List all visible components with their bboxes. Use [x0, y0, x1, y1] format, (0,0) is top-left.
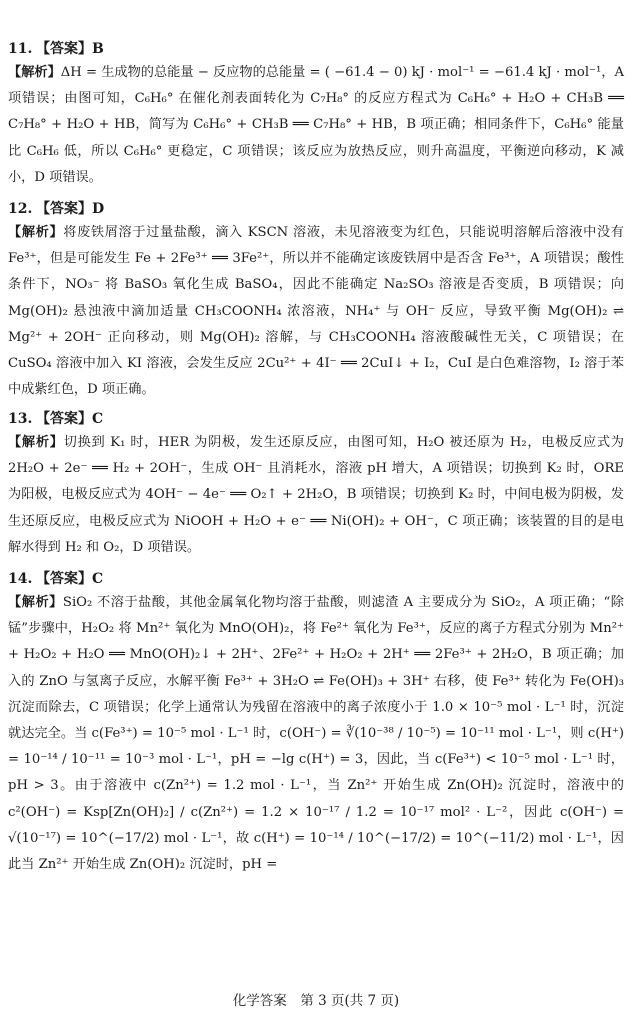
analysis-text: 切换到 K₁ 时，HER 为阴极，发生还原反应，由图可知，H₂O 被还原为 H₂，电极反应式为 2H₂O + 2e⁻ ══ H₂ + 2OH⁻，生成 OH⁻ 且消耗水，溶液 pH 增大，A 项错误；切换到 K₂ 时，ORE 为阳极，电极反应式为 4OH⁻ − 4e⁻ ══ O₂↑ + 2H₂O，B 项错误；切换到 K₂ 时，中间电极为阴极，发生还原反应，电极反应式为 NiOOH + H₂O + e⁻ ══ Ni(OH)₂ + OH⁻，C 项正确；该装置的目的是电解水得到 H₂ 和 O₂，D 项错误。 [8, 435, 624, 555]
answer-tag: 【答案】 [36, 41, 92, 57]
question-header [8, 38, 624, 60]
analysis-paragraph [8, 220, 624, 403]
page-footer: 化学答案 第 3 页(共 7 页) [232, 993, 400, 1009]
analysis-paragraph [8, 430, 624, 561]
answer-item-13 [8, 408, 624, 561]
analysis-tag: 【解析】 [8, 65, 61, 80]
analysis-tag: 【解析】 [8, 595, 63, 610]
analysis-text: ΔH = 生成物的总能量 − 反应物的总能量 = ( −61.4 − 0) kJ · mol⁻¹ = −61.4 kJ · mol⁻¹，A 项错误；由图可知，C₆H₆° 在催化剂表面转化为 C₇H₈° 的反应方程式为 C₆H₆° + H₂O + CH₃B ══ C₇H₈° + H₂O + HB，简写为 C₆H₆° + CH₃B ══ C₇H₈° + HB，B 项正确；相同条件下，C₆H₆° 能量比 C₆H₆ 低，所以 C₆H₆° 更稳定，C 项错误；该反应为放热反应，则升高温度，平衡逆向移动，K 减小，D 项错误。 [8, 65, 624, 185]
question-number: 12. [8, 201, 33, 217]
analysis-tag: 【解析】 [8, 225, 64, 240]
answer-item-11 [8, 38, 624, 191]
question-number: 14. [8, 571, 33, 587]
question-header [8, 408, 624, 430]
question-header [8, 568, 624, 590]
question-number: 13. [8, 411, 33, 427]
answer-tag: 【答案】 [36, 201, 92, 217]
analysis-text: SiO₂ 不溶于盐酸，其他金属氧化物均溶于盐酸，则滤渣 A 主要成分为 SiO₂，A 项正确；“除锰”步骤中，H₂O₂ 将 Mn²⁺ 氧化为 MnO(OH)₂，将 Fe²⁺ 氧化为 Fe³⁺，反应的离子方程式分别为 Mn²⁺ + H₂O₂ + H₂O ══ MnO(OH)₂↓ + 2H⁺、2Fe²⁺ + H₂O₂ + 2H⁺ ══ 2Fe³⁺ + 2H₂O，B 项正确；加入的 ZnO 与氢离子反应，水解平衡 Fe³⁺ + 3H₂O ⇌ Fe(OH)₃ + 3H⁺ 右移，使 Fe³⁺ 转化为 Fe(OH)₃ 沉淀而除去，C 项错误；化学上通常认为残留在溶液中的离子浓度小于 1.0 × 10⁻⁵ mol · L⁻¹ 时，沉淀就达完全。当 c(Fe³⁺) = 10⁻⁵ mol · L⁻¹ 时，c(OH⁻) = ∛(10⁻³⁸ / 10⁻⁵) = 10⁻¹¹ mol · L⁻¹，则 c(H⁺) = 10⁻¹⁴ / 10⁻¹¹ = 10⁻³ mol · L⁻¹，pH = −lg c(H⁺) = 3，因此，当 c(Fe³⁺) < 10⁻⁵ mol · L⁻¹ 时，pH > 3。由于溶液中 c(Zn²⁺) = 1.2 mol · L⁻¹，当 Zn²⁺ 开始生成 Zn(OH)₂ 沉淀时，溶液中的 c²(OH⁻) = Ksp[Zn(OH)₂] / c(Zn²⁺) = 1.2 × 10⁻¹⁷ / 1.2 = 10⁻¹⁷ mol² · L⁻²，因此 c(OH⁻) = √(10⁻¹⁷) = 10^(−17/2) mol · L⁻¹，故 c(H⁺) = 10⁻¹⁴ / 10^(−17/2) = 10^(−11/2) mol · L⁻¹，因此当 Zn²⁺ 开始生成 Zn(OH)₂ 沉淀时，pH = [8, 595, 624, 873]
answer-item-12 [8, 198, 624, 403]
answer-item-14 [8, 568, 624, 878]
question-header [8, 198, 624, 220]
answer-letter: C [92, 411, 104, 427]
question-number: 11. [8, 41, 33, 57]
analysis-paragraph [8, 590, 624, 878]
analysis-text: 将废铁屑溶于过量盐酸，滴入 KSCN 溶液，未见溶液变为红色，只能说明溶解后溶液中没有 Fe³⁺，但是可能发生 Fe + 2Fe³⁺ ══ 3Fe²⁺，所以并不能确定该废铁屑中是否含 Fe³⁺，A 项错误；酸性条件下，NO₃⁻ 将 BaSO₃ 氧化生成 BaSO₄，因此不能确定 Na₂SO₃ 溶液是否变质，B 项错误；向 Mg(OH)₂ 悬浊液中滴加适量 CH₃COONH₄ 浓溶液，NH₄⁺ 与 OH⁻ 反应，导致平衡 Mg(OH)₂ ⇌ Mg²⁺ + 2OH⁻ 正向移动，则 Mg(OH)₂ 溶解，与 CH₃COONH₄ 溶液酸碱性无关，C 项错误；在 CuSO₄ 溶液中加入 KI 溶液，会发生反应 2Cu²⁺ + 4I⁻ ══ 2CuI↓ + I₂，CuI 是白色难溶物，I₂ 溶于苯中成紫红色，D 项正确。 [8, 225, 624, 398]
answer-letter: D [92, 201, 105, 217]
answer-tag: 【答案】 [36, 571, 92, 587]
answer-letter: C [92, 571, 104, 587]
answer-tag: 【答案】 [36, 411, 92, 427]
analysis-tag: 【解析】 [8, 435, 64, 450]
analysis-paragraph [8, 60, 624, 191]
answer-letter: B [92, 41, 104, 57]
